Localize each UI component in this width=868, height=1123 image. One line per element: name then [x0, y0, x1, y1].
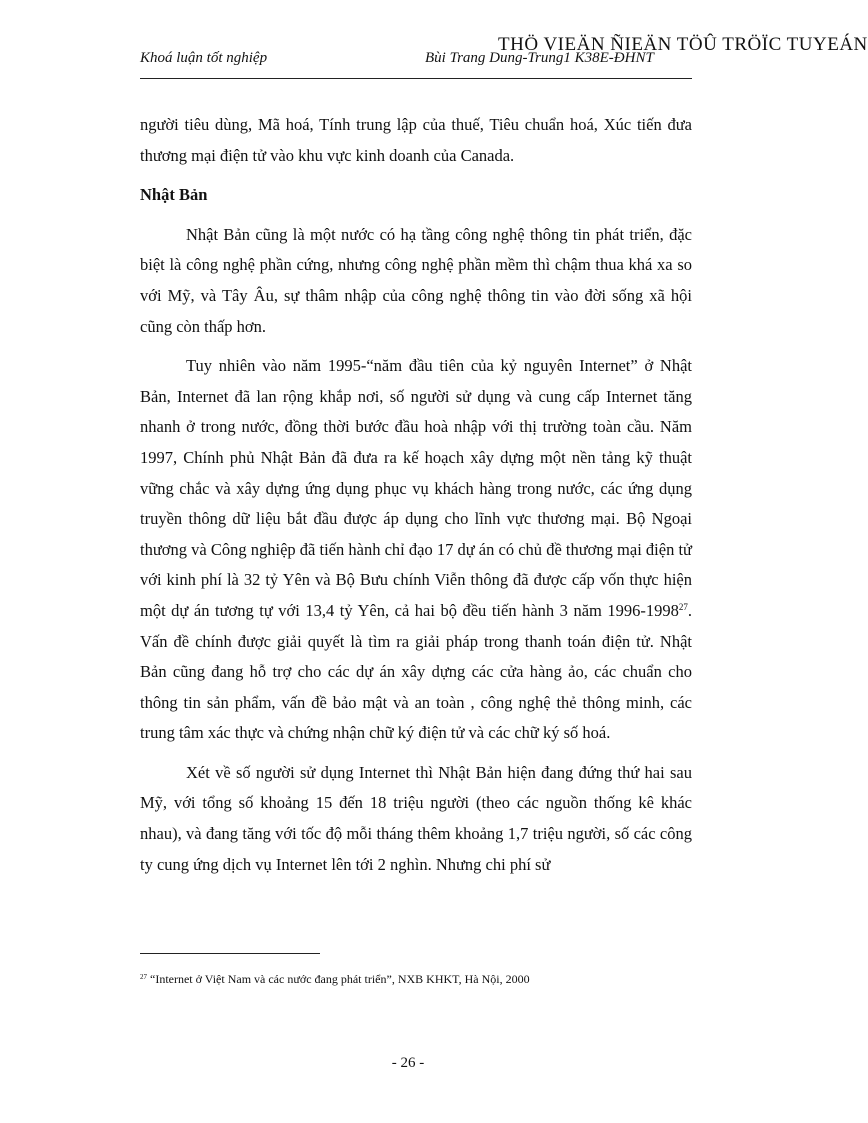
footnote — [140, 972, 692, 987]
paragraph-2 — [140, 351, 692, 749]
page-number: - 26 - — [391, 1055, 425, 1071]
footnote-text: “Internet ở Việt Nam và các nước đang phát triển”, NXB KHKT, Hà Nội, 2000 — [147, 972, 530, 986]
footnote-reference: 27 — [678, 601, 688, 612]
footnote-rule — [140, 953, 320, 954]
paragraph-1: Nhật Bản cũng là một nước có hạ tầng công nghệ thông tin phát triển, đặc biệt là công nghệ phần cứng, nhưng công nghệ phần mềm thì chậm thua khá xa so với Mỹ, và Tây Âu, sự thâm nhập của công nghệ thông tin vào đời sống xã hội cũng còn thấp hơn. — [140, 224, 692, 336]
header-left-title: Khoá luận tốt nghiệp — [140, 50, 268, 66]
paragraph-2-part-a: Tuy nhiên vào năm 1995-“năm đầu tiên của kỷ nguyên Internet” ở Nhật Bản, Internet đã lan rộng khắp nơi, số người sử dụng và cung cấp Internet tăng nhanh ở trong nước, đồng thời bước đầu hoà nhập với thị trường toàn cầu. Năm 1997, Chính phủ Nhật Bản đã đưa ra kế hoạch xây dựng một nền tảng kỹ thuật vững chắc và xây dựng ứng dụng phục vụ khách hàng trong nước, các ứng dụng truyền thông dữ liệu bắt đầu được áp dụng cho lĩnh vực thương mại. Bộ Ngoại thương và Công nghiệp đã tiến hành chỉ đạo 17 dự án có chủ đề thương mại điện tử với kinh phí là 32 tỷ Yên và Bộ Bưu chính Viễn thông đã được cấp vốn thực hiện một dự án tương tự với 13,4 tỷ Yên, cả hai bộ đều tiến hành 3 năm 1996-1998 — [140, 356, 692, 620]
header-rule — [140, 78, 692, 79]
watermark-text: THÖ VIEÄN ÑIEÄN TÖÛ TRÖÏC TUYEÁN — [498, 34, 868, 55]
section-heading: Nhật Bản — [140, 185, 208, 205]
footnote-number: 27 — [140, 973, 147, 981]
header-author: Bùi Trang Dung-Trung1 K38E-ĐHNT — [425, 50, 654, 66]
paragraph-3: Xét về số người sử dụng Internet thì Nhật Bản hiện đang đứng thứ hai sau Mỹ, với tổng số khoảng 15 đến 18 triệu người (theo các nguồn thống kê khác nhau), và đang tăng với tốc độ mỗi tháng thêm khoảng 1,7 triệu người, số các công ty cung ứng dịch vụ Internet lên tới 2 nghìn. Nhưng chi phí sử — [140, 762, 692, 874]
page-content — [140, 110, 692, 889]
intro-paragraph: người tiêu dùng, Mã hoá, Tính trung lập của thuế, Tiêu chuẩn hoá, Xúc tiến đưa thương mại điện tử vào khu vực kinh doanh của Canada. — [140, 115, 692, 165]
paragraph-2-part-b: . Vấn đề chính được giải quyết là tìm ra giải pháp trong thanh toán điện tử. Nhật Bản cũng đang hỗ trợ cho các dự án xây dựng các cửa hàng ảo, các chuẩn cho thông tin sản phẩm, vấn đề bảo mật và an toàn , công nghệ thẻ thông minh, các trung tâm xác thực và chứng nhận chữ ký điện tử và các chữ ký số hoá. — [140, 600, 692, 743]
